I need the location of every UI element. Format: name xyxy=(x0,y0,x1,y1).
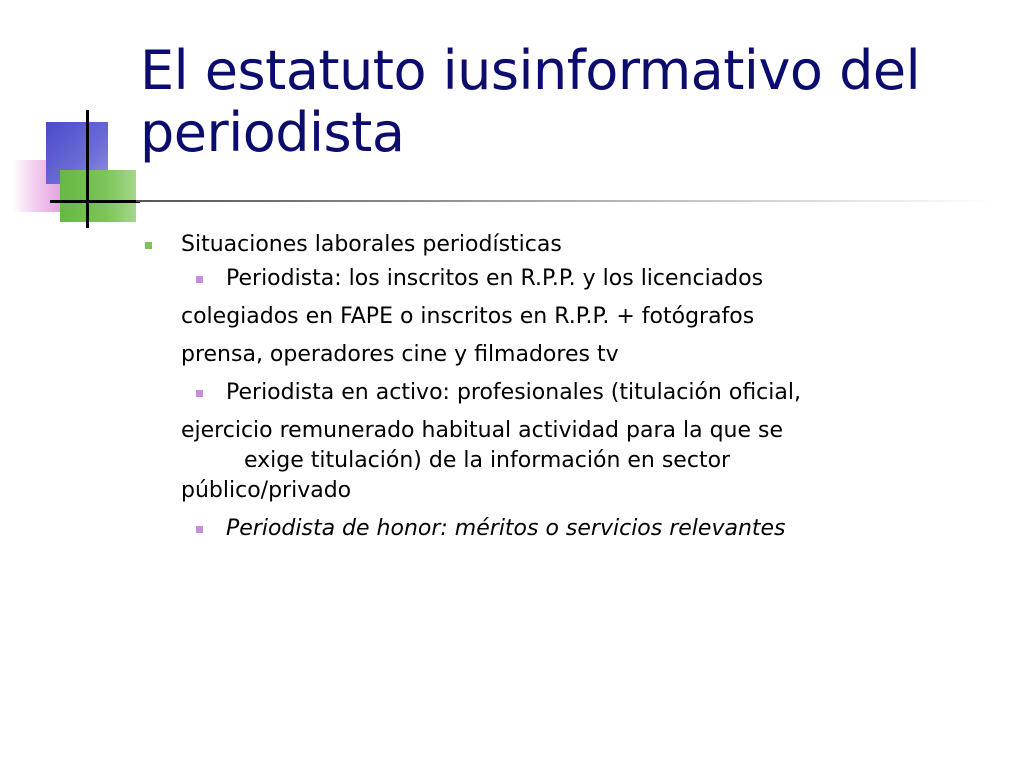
bullet-continuation-line xyxy=(140,476,1000,514)
sub-bullet-periodista-activo xyxy=(140,378,1000,416)
bullet-text-line: ejercicio remunerado habitual actividad para la que se xyxy=(181,418,784,443)
bullet-item-situaciones xyxy=(140,230,1000,264)
bullet-text-line: Periodista: los inscritos en R.P.P. y los licenciados xyxy=(226,266,764,291)
bullet-text-line: Periodista en activo: profesionales (titulación oficial, xyxy=(226,380,801,405)
bullet-text: Situaciones laborales periodísticas xyxy=(181,232,562,257)
bullet-continuation-line xyxy=(140,416,1000,446)
square-bullet-icon xyxy=(196,526,203,533)
bullet-continuation-line xyxy=(140,302,1000,340)
bullet-continuation-line xyxy=(140,446,1000,476)
square-bullet-icon xyxy=(145,242,152,249)
bullet-text-line: colegiados en FAPE o inscritos en R.P.P. + fotógrafos xyxy=(181,304,755,329)
decorative-green-square xyxy=(60,170,136,222)
bullet-text-line: público/privado xyxy=(181,478,352,503)
slide-body xyxy=(140,230,1000,552)
sub-bullet-periodista-honor xyxy=(140,514,1000,552)
sub-bullet-periodista xyxy=(140,264,1000,302)
decorative-cross-line xyxy=(50,200,140,203)
bullet-continuation-line xyxy=(140,340,1000,378)
slide-title: El estatuto iusinformativo del periodista xyxy=(140,39,921,164)
decorative-vertical-line xyxy=(86,110,89,228)
bullet-text-line: prensa, operadores cine y filmadores tv xyxy=(181,342,619,367)
title-divider-line xyxy=(136,200,996,202)
square-bullet-icon xyxy=(196,390,203,397)
bullet-text-line: exige titulación) de la información en sector xyxy=(244,448,731,473)
bullet-text: Periodista de honor: méritos o servicios relevantes xyxy=(226,516,786,541)
square-bullet-icon xyxy=(196,276,203,283)
